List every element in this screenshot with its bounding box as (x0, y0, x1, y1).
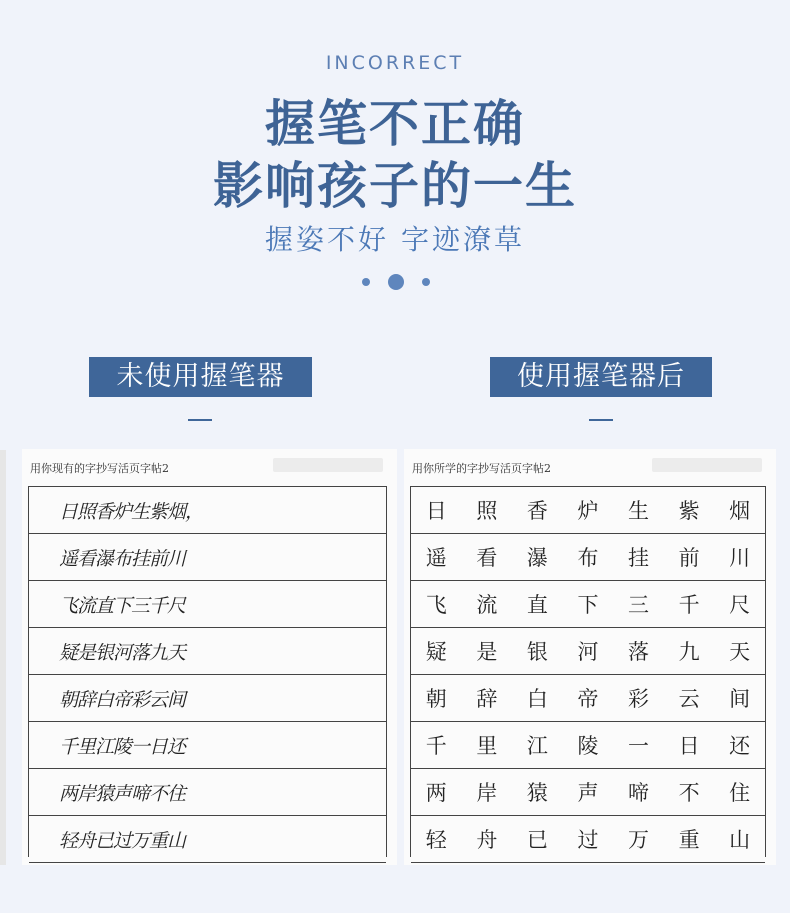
handwriting-line (411, 675, 765, 722)
character: 帝 (577, 687, 599, 711)
eyebrow-text: INCORRECT (325, 52, 465, 74)
character: 日 (678, 734, 700, 758)
after-practice-sheet (404, 449, 776, 865)
character: 香 (526, 499, 548, 523)
pagination-dots (0, 274, 790, 290)
character: 重 (678, 828, 700, 852)
character: 前 (678, 546, 700, 570)
character: 挂 (628, 546, 650, 570)
character: 直 (526, 593, 548, 617)
character: 朝 (425, 687, 447, 711)
character: 里 (476, 734, 498, 758)
headline-line-2: 影响孩子的一生 (213, 157, 577, 215)
character: 看 (476, 546, 498, 570)
character: 一 (628, 734, 650, 758)
character: 布 (577, 546, 599, 570)
before-underline (188, 419, 212, 421)
dot-small-right (422, 278, 430, 286)
faint-header-text (273, 458, 383, 472)
handwriting-line (411, 487, 765, 534)
character: 轻 (425, 828, 447, 852)
after-label: 使用握笔器后 (490, 357, 712, 397)
character: 照 (476, 499, 498, 523)
character: 遥 (425, 546, 447, 570)
handwriting-line: 朝辞白帝彩云间 (29, 675, 386, 722)
character: 烟 (729, 499, 751, 523)
character: 云 (678, 687, 700, 711)
character: 江 (526, 734, 548, 758)
character: 山 (729, 828, 751, 852)
character: 银 (526, 640, 548, 664)
character: 是 (476, 640, 498, 664)
character: 猿 (526, 781, 548, 805)
handwriting-grid (410, 486, 766, 857)
character: 间 (729, 687, 751, 711)
character: 两 (425, 781, 447, 805)
character: 炉 (577, 499, 599, 523)
character: 川 (729, 546, 751, 570)
handwriting-line: 日照香炉生紫烟， (29, 487, 386, 534)
handwriting-grid (28, 486, 387, 857)
handwriting-line (411, 534, 765, 581)
character: 河 (577, 640, 599, 664)
character: 彩 (628, 687, 650, 711)
character: 万 (628, 828, 650, 852)
character: 九 (678, 640, 700, 664)
handwriting-line (411, 816, 765, 863)
sheet-title: 用你所学的字抄写活页字帖2 (412, 462, 551, 475)
after-underline (589, 419, 613, 421)
character: 日 (425, 499, 447, 523)
character: 落 (628, 640, 650, 664)
character: 住 (729, 781, 751, 805)
character: 天 (729, 640, 751, 664)
before-label: 未使用握笔器 (89, 357, 312, 397)
character: 疑 (425, 640, 447, 664)
handwriting-line: 飞流直下三千尺 (29, 581, 386, 628)
handwriting-line: 千里江陵一日还 (29, 722, 386, 769)
character: 舟 (476, 828, 498, 852)
character: 岸 (476, 781, 498, 805)
page-edge (0, 450, 6, 865)
character: 千 (678, 593, 700, 617)
character: 已 (526, 828, 548, 852)
character: 生 (628, 499, 650, 523)
character: 千 (425, 734, 447, 758)
character: 飞 (425, 593, 447, 617)
subtitle: 握姿不好 字迹潦草 (265, 223, 525, 256)
character: 紫 (678, 499, 700, 523)
handwriting-line (411, 628, 765, 675)
handwriting-line (411, 769, 765, 816)
sheet-title: 用你现有的字抄写活页字帖2 (30, 462, 169, 475)
character: 陵 (577, 734, 599, 758)
before-practice-sheet (22, 449, 397, 865)
handwriting-line (411, 722, 765, 769)
character: 辞 (476, 687, 498, 711)
handwriting-line: 轻舟已过万重山 (29, 816, 386, 863)
character: 三 (628, 593, 650, 617)
handwriting-line: 两岸猿声啼不住 (29, 769, 386, 816)
character: 尺 (729, 593, 751, 617)
character: 流 (476, 593, 498, 617)
dot-large-center (388, 274, 404, 290)
character: 过 (577, 828, 599, 852)
handwriting-line: 遥看瀑布挂前川 (29, 534, 386, 581)
character: 不 (678, 781, 700, 805)
faint-header-text (652, 458, 762, 472)
dot-small-left (362, 278, 370, 286)
character: 声 (577, 781, 599, 805)
character: 啼 (628, 781, 650, 805)
character: 白 (526, 687, 548, 711)
character: 下 (577, 593, 599, 617)
character: 瀑 (526, 546, 548, 570)
handwriting-line: 疑是银河落九天 (29, 628, 386, 675)
handwriting-line (411, 581, 765, 628)
character: 还 (729, 734, 751, 758)
headline-line-1: 握笔不正确 (265, 95, 525, 153)
